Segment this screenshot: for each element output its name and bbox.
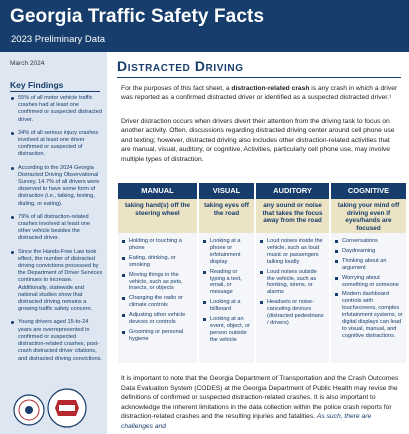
column-header: VISUAL — [199, 183, 254, 199]
list-item: Looking at an event, object, or person outside the vehicle — [203, 316, 251, 344]
agency-logos — [12, 382, 92, 432]
closing-paragraph: It is important to note that the Georgia Department of Transportation and the Crash Outcomes Data Evaluation System (CODES) at the Georgia Department of Public Health may revise the definitions of confirmed or suspected distraction-related crashes. It is also important to acknowledge the inherent limitations in the data collection within the police crash reports for distraction-related crashes and the resulting injuries and fatalities. As such, there are challenges and — [121, 375, 399, 430]
codes-logo — [48, 389, 86, 427]
page-header — [0, 0, 409, 52]
list-item: Moving things in the vehicle, such as pets, insects, or objects — [122, 272, 194, 293]
column-visual — [199, 183, 254, 363]
list-item: Loud noises outside the vehicle, such as honking, sirens, or alarms — [260, 269, 326, 297]
list-item: Worrying about something or someone — [335, 275, 403, 289]
definition-paragraph: For the purposes of this fact sheet, a distraction-related crash is any crash in which a driver was reported as a confirmed distracted driver or identified as a suspected distracted driver.¹ — [121, 85, 398, 102]
column-subheader: taking eyes off the road — [199, 199, 254, 233]
emphasis-text: As such, there are challenges and — [121, 413, 372, 430]
list-item: Changing the radio or climate controls — [122, 295, 194, 309]
list-item: Eating, drinking, or smoking — [122, 255, 194, 269]
intro-paragraph: Driver distraction occurs when drivers divert their attention from the driving task to focus on another activity. Often, discussions regarding distracted driving center around cell phone use and texting; however, distracted driving also includes other distraction-related activities that are manual, visual, auditory, or cognitive. Activities, particularly cell phone use, may involve multiple types of distraction. — [121, 118, 395, 163]
column-manual — [118, 183, 197, 363]
column-cognitive — [331, 183, 406, 363]
column-header: MANUAL — [118, 183, 197, 199]
finding-item: According to the 2024 Georgia Distracted Driving Observational Survey, 14.7% of all drivers were observed to have some form of distraction (i.e., talking, texting, dialing, or eating). — [10, 165, 103, 208]
publication-date: March 2024 — [10, 60, 45, 67]
list-item: Looking at a billboard — [203, 299, 251, 313]
heading-divider — [117, 77, 401, 78]
section-heading: Distracted Driving — [117, 58, 244, 74]
definition-term: distraction-related crash — [231, 85, 310, 92]
column-subheader: any sound or noise that takes the focus away from the road — [256, 199, 329, 233]
list-item: Adjusting other vehicle devices or controls — [122, 312, 194, 326]
list-item: Modern dashboard controls with touchscreens, complex infotainment systems, or digital displays can lead to visual, manual, and cognitive distractions. — [335, 291, 403, 339]
list-item: Holding or touching a phone — [122, 238, 194, 252]
key-findings-divider — [10, 91, 100, 92]
list-item: Headsets or noise-canceling devices (distracted pedestrians / drivers) — [260, 299, 326, 327]
finding-item: 55% of all motor vehicle traffic crashes had at least one confirmed or suspected distracted driver. — [10, 95, 103, 124]
list-item: Looking at a phone or infotainment display — [203, 238, 251, 266]
column-subheader: taking hand(s) off the steering wheel — [118, 199, 197, 233]
list-item: Loud noises inside the vehicle, such as loud music or passengers talking loudly — [260, 238, 326, 266]
column-subheader: taking your mind off driving even if eyes/hands are focused — [331, 199, 406, 233]
column-header: AUDITORY — [256, 183, 329, 199]
finding-item: Since the Hands-Free Law took effect, the number of distracted driving convictions processed by the Department of Driver Services continues to increase. Additionally, statewide and national studies show that distracted driving remains a growing traffic safety concern. — [10, 249, 103, 314]
seal-logo — [14, 395, 44, 425]
finding-item: Young drivers aged 15-to-24 years are overrepresented in confirmed or suspected distraction-related crashes, post-crash distracted driver citations, and distracted driving convictions. — [10, 319, 103, 362]
list-item: Reading or typing a text, email, or message — [203, 269, 251, 297]
page-title: Georgia Traffic Safety Facts — [10, 6, 265, 27]
column-auditory — [256, 183, 329, 363]
list-item: Thinking about an argument — [335, 258, 403, 272]
finding-item: 34% of all serious injury crashes involved at least one driver confirmed or suspected of distraction. — [10, 130, 103, 159]
page-subtitle: 2023 Preliminary Data — [11, 34, 105, 45]
key-findings-title: Key Findings — [10, 80, 64, 90]
finding-item: 79% of all distraction-related crashes involved at least one other vehicle besides the distracted driver. — [10, 214, 103, 243]
list-item: Grooming or personal hygiene — [122, 329, 194, 343]
column-header: COGNITIVE — [331, 183, 406, 199]
distraction-types-table — [118, 183, 406, 363]
list-item: Daydreaming — [335, 248, 403, 255]
key-findings-list — [10, 95, 103, 369]
list-item: Conversations — [335, 238, 403, 245]
